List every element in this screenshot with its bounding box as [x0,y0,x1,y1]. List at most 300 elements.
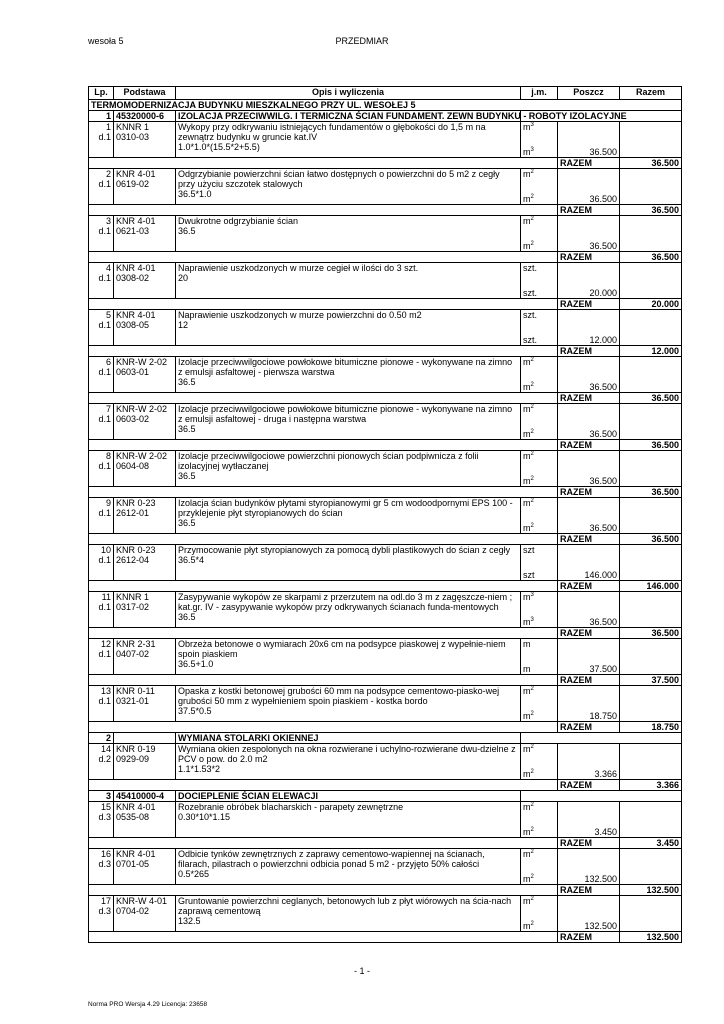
item-desc-cell [176,744,521,780]
item-row [89,122,682,158]
item-razem-empty [620,802,682,838]
item-base-catalog: KNNR 1 [116,122,150,132]
item-unit-top-base: szt [523,545,535,555]
razem-spacer [89,838,558,849]
item-base-cell [114,122,176,158]
item-description: Izolacje przeciwwilgociowe powłokowe bitumiczne pionowe - wykonywane na zimno z emulsji asfaltowej - druga i następna warstwa [178,404,513,424]
item-row [89,744,682,780]
col-podstawa: Podstawa [114,87,176,100]
item-calculation: 36.5 [178,226,196,236]
item-description: Dwukrotne odgrzybianie ścian [178,216,299,226]
item-calculation: 36.5 [178,471,196,481]
item-calculation: 36.5*4 [178,555,205,565]
razem-value: 132.500 [620,932,682,943]
item-base-catalog: KNR 0-11 [116,686,155,696]
item-poszcz: 36.500 [558,357,620,393]
item-poszcz: 36.500 [558,498,620,534]
item-desc-cell [176,122,521,158]
item-unit-exponent: 2 [530,827,534,833]
item-row [89,686,682,722]
item-base-position: 0603-01 [116,367,150,377]
item-unit [523,429,534,439]
item-row [89,310,682,346]
item-unit-top-exponent: 2 [530,357,534,363]
item-description: Przymocowanie płyt styropianowych za pomocą dybli plastikowych do ścian z cegły [178,545,511,555]
item-desc-cell [176,592,521,628]
item-unit-top [523,216,534,226]
section-title: DOCIEPLENIE ŚCIAN ELEWACJI [176,791,521,802]
item-row [89,802,682,838]
item-calculation: 36.5 [178,612,196,622]
item-dz: d.3 [98,906,111,916]
razem-row [89,205,682,216]
item-unit-exponent: 2 [530,382,534,388]
item-desc-cell [176,451,521,487]
razem-row [89,534,682,545]
item-desc-cell [176,896,521,932]
razem-label: RAZEM [558,487,620,498]
item-lp-cell [89,122,114,158]
section-empty [521,733,682,744]
razem-value: 18.750 [620,722,682,733]
item-unit-top-base: m [523,896,531,906]
razem-row [89,780,682,791]
item-unit-base: m [523,523,531,533]
razem-row [89,581,682,592]
item-unit-top [523,896,534,906]
item-base-cell [114,592,176,628]
item-dz: d.1 [98,226,111,236]
item-unit-top-base: m [523,744,531,754]
item-base-position: 0603-02 [116,414,150,424]
razem-spacer [89,393,558,404]
item-unit [523,664,531,674]
table-header-row [89,87,682,100]
razem-label: RAZEM [558,581,620,592]
razem-value: 36.500 [620,252,682,263]
razem-spacer [89,581,558,592]
item-lp: 17 [100,896,111,906]
item-unit-top [523,310,537,320]
item-lp-cell [89,404,114,440]
item-lp-cell [89,592,114,628]
item-unit [523,288,537,298]
item-unit-top-exponent: 2 [530,849,534,855]
item-row [89,404,682,440]
item-unit-base: m [523,147,531,157]
item-lp: 11 [101,592,111,602]
item-poszcz: 37.500 [558,639,620,675]
item-unit-exponent: 3 [530,617,534,623]
estimate-table [88,86,682,943]
item-unit-top-base: m [523,357,531,367]
item-poszcz: 36.500 [558,451,620,487]
item-unit [523,476,534,486]
item-razem-empty [620,545,682,581]
item-row [89,216,682,252]
item-base-catalog: KNR 2-31 [116,639,156,649]
item-unit-base: szt. [523,335,538,345]
item-lp-cell [89,310,114,346]
page-title: PRZEDMIAR [335,36,389,46]
item-unit-base: m [523,429,531,439]
item-lp: 7 [105,404,111,414]
section-title: IZOLACJA PRZECIWWILG. I TERMICZNA ŚCIAN FUNDAMENT. ZEWN BUDYNKU - ROBOTY IZOLACYJNE [176,111,521,122]
section-code: 45410000-4 [114,791,176,802]
razem-row [89,252,682,263]
item-unit [523,147,534,157]
item-unit-top [523,592,534,602]
item-unit [523,711,534,721]
item-razem-empty [620,849,682,885]
item-lp: 13 [100,686,111,696]
razem-row [89,722,682,733]
item-base-position: 0535-08 [116,812,150,822]
item-base-cell [114,310,176,346]
item-lp-cell [89,263,114,299]
item-description: Naprawienie uszkodzonych w murze cegieł w ilości do 3 szt. [178,263,419,273]
item-description: Izolacje przeciwwilgociowe powierzchni pionowych ścian podpiwnicza z folii izolacyjnej wytłaczanej [178,451,479,471]
item-description: Odgrzybianie powierzchni ścian łatwo dostępnych o powierzchni do 5 m2 z cegły przy użyciu szczotek stalowych [178,169,500,189]
item-lp: 3 [105,216,111,226]
razem-spacer [89,932,558,943]
item-base-position: 2612-04 [116,555,150,565]
item-description: Izolacja ścian budynków płytami styropianowymi gr 5 cm wodoodpornymi EPS 100 - przyklejenie płyt styropianowych do ścian [178,498,513,518]
razem-label: RAZEM [558,205,620,216]
razem-label: RAZEM [558,440,620,451]
item-unit-top-base: m [523,498,531,508]
item-poszcz: 36.500 [558,592,620,628]
razem-row [89,299,682,310]
item-dz: d.3 [98,859,111,869]
section-title: WYMIANA STOLARKI OKIENNEJ [176,733,521,744]
section-lp: 3 [89,791,114,802]
item-razem-empty [620,498,682,534]
item-poszcz: 12.000 [558,310,620,346]
razem-row [89,838,682,849]
item-unit-cell [521,310,558,346]
item-razem-empty [620,169,682,205]
item-unit-top-exponent: 2 [530,744,534,750]
item-unit-exponent: 3 [530,147,534,153]
item-desc-cell [176,802,521,838]
item-lp: 14 [100,744,111,754]
item-desc-cell [176,686,521,722]
item-unit-top-exponent: 2 [530,498,534,504]
section-code: 45320000-6 [114,111,176,122]
item-poszcz: 3.450 [558,802,620,838]
item-base-position: 0701-05 [116,859,150,869]
item-unit-exponent: 2 [530,921,534,927]
col-opis: Opis i wyliczenia [176,87,521,100]
item-base-cell [114,451,176,487]
item-unit-top-base: m [523,122,531,132]
item-unit-base: m [523,617,531,627]
razem-row [89,885,682,896]
razem-spacer [89,722,558,733]
page-number: - 1 - [353,966,370,976]
item-unit [523,570,535,580]
item-dz: d.1 [98,273,111,283]
item-poszcz: 20.000 [558,263,620,299]
razem-spacer [89,158,558,169]
item-base-catalog: KNR 0-23 [116,498,156,508]
item-dz: d.1 [98,179,111,189]
item-row [89,169,682,205]
item-calculation: 36.5 [178,518,196,528]
item-unit-top-base: m [523,639,531,649]
item-unit-top-base: m [523,802,531,812]
item-lp-cell [89,802,114,838]
item-row [89,498,682,534]
item-lp: 10 [100,545,111,555]
item-lp: 12 [100,639,111,649]
item-unit-top-base: m [523,451,531,461]
razem-row [89,932,682,943]
item-desc-cell [176,849,521,885]
item-desc-cell [176,216,521,252]
item-desc-cell [176,498,521,534]
item-unit-top-exponent: 2 [530,896,534,902]
item-unit-top [523,686,534,696]
razem-row [89,346,682,357]
item-description: Rozebranie obróbek blacharskich - parapety zewnętrzne [178,802,404,812]
item-unit-top-base: m [523,849,531,859]
item-unit-base: m [523,874,531,884]
item-desc-cell [176,404,521,440]
item-unit-cell [521,545,558,581]
item-desc-cell [176,639,521,675]
razem-label: RAZEM [558,628,620,639]
item-unit-top-base: m [523,216,531,226]
item-description: Odbicie tynków zewnętrznych z zaprawy cementowo-wapiennej na ścianach, filarach, pilastrach o powierzchni odbicia ponad 5 m2 - przyjęto 50% całości [178,849,485,869]
razem-value: 132.500 [620,885,682,896]
item-unit-top-base: m [523,169,531,179]
col-jm: j.m. [521,87,558,100]
section-lp: 2 [89,733,114,744]
item-dz: d.1 [98,320,111,330]
item-unit-cell [521,744,558,780]
item-base-position: 2612-01 [116,508,150,518]
col-razem: Razem [620,87,682,100]
item-razem-empty [620,592,682,628]
item-dz: d.1 [98,508,111,518]
item-unit-base: m [523,476,531,486]
item-unit-exponent: 2 [530,429,534,435]
item-unit-cell [521,122,558,158]
item-razem-empty [620,451,682,487]
header-left: wesoła 5 [88,36,124,46]
item-unit-exponent: 2 [530,711,534,717]
item-row [89,849,682,885]
item-unit-exponent: 2 [530,523,534,529]
item-lp: 9 [105,498,111,508]
razem-row [89,675,682,686]
item-base-catalog: KNR 0-19 [116,744,156,754]
item-row [89,592,682,628]
razem-label: RAZEM [558,838,620,849]
item-lp-cell [89,451,114,487]
item-dz: d.3 [98,812,111,822]
item-base-catalog: KNR 4-01 [116,216,156,226]
razem-value: 3.366 [620,780,682,791]
item-lp-cell [89,686,114,722]
item-description: Naprawienie uszkodzonych w murze powierzchni do 0.50 m2 [178,310,422,320]
item-lp-cell [89,498,114,534]
razem-value: 37.500 [620,675,682,686]
item-unit-top [523,122,534,132]
item-unit-top-base: m [523,404,531,414]
item-calculation: 1.1*1.53*2 [178,764,221,774]
item-dz: d.1 [98,696,111,706]
razem-row [89,158,682,169]
item-unit-base: m [523,382,531,392]
item-unit-base: szt. [523,288,538,298]
item-unit-cell [521,639,558,675]
razem-label: RAZEM [558,346,620,357]
item-unit-top [523,451,534,461]
item-razem-empty [620,310,682,346]
razem-spacer [89,487,558,498]
razem-label: RAZEM [558,158,620,169]
item-base-position: 0308-02 [116,273,150,283]
item-base-catalog: KNR 4-01 [116,849,156,859]
item-unit-cell [521,896,558,932]
razem-spacer [89,534,558,545]
item-unit-top-exponent: 2 [530,169,534,175]
razem-row [89,393,682,404]
item-razem-empty [620,896,682,932]
item-unit [523,827,534,837]
item-unit-top [523,802,534,812]
item-unit-cell [521,216,558,252]
item-base-catalog: KNR 4-01 [116,169,156,179]
item-description: Zasypywanie wykopów ze skarpami z przerzutem na odl.do 3 m z zagęszcze-niem ; kat.gr. IV - zasypywanie wykopów przy odkrywanych ścianach funda-mentowych [178,592,513,612]
razem-spacer [89,675,558,686]
item-unit [523,617,534,627]
section-lp: 1 [89,111,114,122]
item-lp: 16 [100,849,111,859]
item-desc-cell [176,263,521,299]
item-unit-exponent: 2 [530,874,534,880]
razem-row [89,487,682,498]
item-base-cell [114,169,176,205]
item-base-catalog: KNR 4-01 [116,310,156,320]
razem-row [89,440,682,451]
item-unit-base: m [523,769,531,779]
razem-value: 36.500 [620,158,682,169]
item-unit [523,523,534,533]
razem-value: 36.500 [620,440,682,451]
item-lp-cell [89,545,114,581]
item-base-catalog: KNR 4-01 [116,263,156,273]
item-poszcz: 36.500 [558,216,620,252]
section-row [89,791,682,802]
item-base-position: 0407-02 [116,649,150,659]
razem-label: RAZEM [558,675,620,686]
item-calculation: 36.5 [178,424,196,434]
item-base-position: 0604-08 [116,461,150,471]
item-description: Obrzeża betonowe o wymiarach 20x6 cm na podsypce piaskowej z wypełnie-niem spoin piaskiem [178,639,506,659]
razem-value: 12.000 [620,346,682,357]
item-unit-top [523,744,534,754]
item-unit-top-exponent: 2 [530,404,534,410]
item-row [89,357,682,393]
item-desc-cell [176,310,521,346]
item-base-position: 0317-02 [116,602,150,612]
item-calculation: 20 [178,273,189,283]
item-base-cell [114,639,176,675]
item-unit-exponent: 2 [530,241,534,247]
section-row [89,733,682,744]
item-unit-base: m [523,827,531,837]
item-unit-top-exponent: 2 [530,216,534,222]
item-base-cell [114,545,176,581]
item-unit [523,194,534,204]
item-calculation: 1.0*1.0*(15.5*2+5.5) [178,142,260,152]
item-unit-top-exponent: 3 [530,592,534,598]
item-unit-top [523,169,534,179]
item-calculation: 12 [178,320,189,330]
col-lp: Lp. [89,87,114,100]
section-empty [521,791,682,802]
item-poszcz: 18.750 [558,686,620,722]
item-unit-top [523,498,534,508]
item-base-catalog: KNR-W 4-01 [116,896,168,906]
item-poszcz: 132.500 [558,849,620,885]
razem-value: 36.500 [620,487,682,498]
item-desc-cell [176,357,521,393]
item-description: Wymiana okien zespolonych na okna rozwierane i uchylno-rozwierane dwu-dzielne z PCV o pow. do 2.0 m2 [178,744,516,764]
item-poszcz: 3.366 [558,744,620,780]
item-unit-exponent: 2 [530,769,534,775]
item-unit-top-base: szt. [523,310,538,320]
razem-spacer [89,780,558,791]
item-base-cell [114,216,176,252]
item-unit-top-exponent: 2 [530,802,534,808]
razem-row [89,628,682,639]
item-poszcz: 36.500 [558,169,620,205]
item-description: Opaska z kostki betonowej grubości 60 mm na podsypce cementowo-piasko-wej grubości 50 mm z wypełnieniem spoin piaskiem - kostka bordo [178,686,500,706]
item-base-cell [114,802,176,838]
item-lp-cell [89,169,114,205]
item-base-position: 0321-01 [116,696,150,706]
item-row [89,451,682,487]
item-unit-base: m [523,664,531,674]
item-lp-cell [89,216,114,252]
item-unit [523,769,534,779]
item-unit-top-exponent: 2 [530,451,534,457]
item-lp-cell [89,744,114,780]
item-base-cell [114,896,176,932]
item-unit [523,874,534,884]
razem-spacer [89,440,558,451]
razem-value: 36.500 [620,628,682,639]
item-poszcz: 36.500 [558,122,620,158]
item-base-cell [114,498,176,534]
razem-value: 3.450 [620,838,682,849]
item-base-position: 0704-02 [116,906,150,916]
item-dz: d.1 [98,602,111,612]
item-lp-cell [89,639,114,675]
section-row [89,111,682,122]
item-base-position: 0929-09 [116,754,150,764]
item-unit [523,241,534,251]
item-row [89,545,682,581]
razem-spacer [89,885,558,896]
item-unit-base: m [523,241,531,251]
razem-label: RAZEM [558,780,620,791]
